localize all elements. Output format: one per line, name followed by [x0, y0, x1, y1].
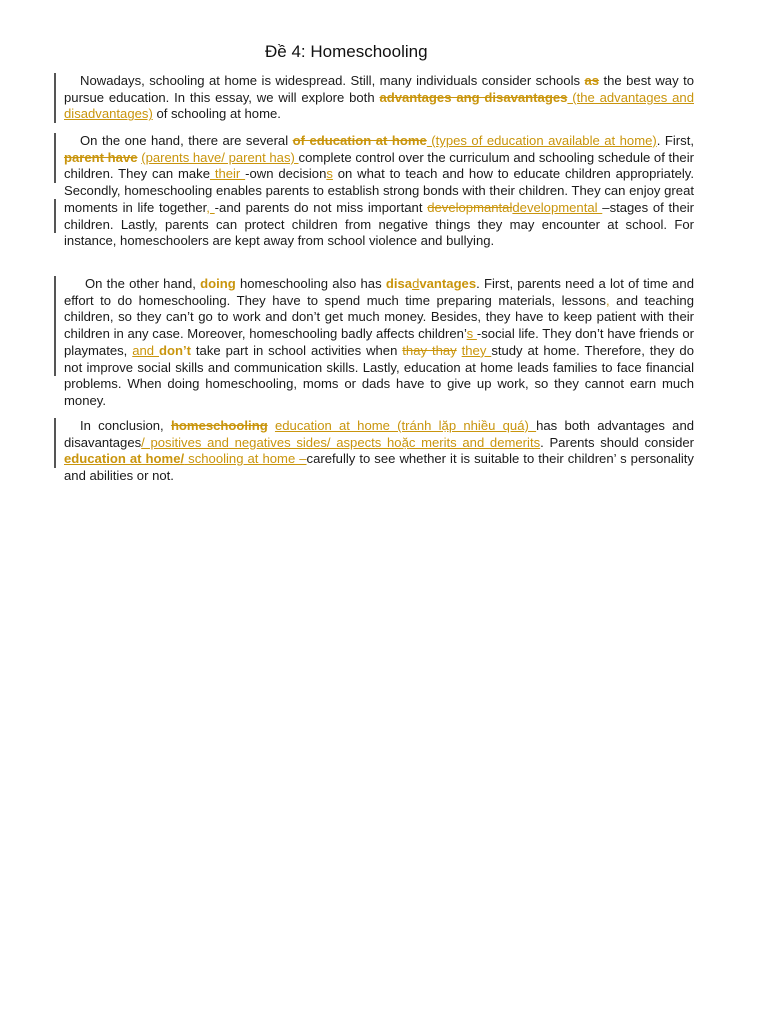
deleted-text: as [584, 73, 600, 88]
inserted-text: education at home/ [64, 451, 185, 467]
text: On the other hand, [85, 276, 201, 291]
text: –stages of their children. Lastly, parents can protect children from negative things they may encounter at school. For instance, homeschoolers are kept away from school violence and bullying. [64, 199, 694, 249]
inserted-text: d [412, 276, 420, 291]
inserted-text: (the advantages and disadvantages) [64, 89, 694, 122]
change-bar [54, 133, 56, 183]
text [268, 418, 275, 433]
highlighted-text: disa [385, 276, 413, 291]
highlighted-text: doing [200, 276, 236, 291]
text: complete control over the curriculum and schooling schedule of their children. They can make [64, 149, 694, 182]
text: study at home. Therefore, they do not improve social skills and communication skills. Lastly, education at home leads families to face financial problems. When doing homeschooling, moms or dads have to give up work, so they cannot earn much money. [64, 342, 694, 408]
essay-title: Đề 4: Homeschooling [265, 42, 428, 61]
change-bar [54, 276, 56, 376]
advantages-paragraph [64, 133, 694, 250]
text: homeschooling also has [235, 276, 386, 291]
text: On the one hand, there are several [80, 133, 293, 148]
text: the best way to pursue education. In this essay, we will explore both [64, 73, 694, 105]
change-bar [54, 73, 56, 123]
text: take part in school activities when [191, 342, 403, 358]
inserted-text: s [466, 326, 477, 342]
deleted-text: developmantal [427, 199, 513, 215]
inserted-text: they [461, 342, 492, 358]
disadvantages-paragraph [64, 276, 694, 410]
inserted-text: s [326, 166, 333, 182]
conclusion-paragraph [64, 418, 694, 485]
deleted-text: advantages ang disavantages [379, 89, 568, 105]
inserted-text: schooling at home – [184, 451, 307, 467]
deleted-text: homeschooling [170, 418, 268, 433]
change-bar [54, 199, 56, 233]
change-bar [54, 418, 56, 468]
highlighted-text: vantages [419, 276, 477, 291]
text: has both advantages and disavantages [64, 418, 695, 450]
inserted-text: , [206, 199, 215, 215]
deleted-text: of education at home [292, 133, 427, 148]
text: In conclusion, [80, 418, 171, 433]
inserted-text: developmental [512, 199, 603, 215]
text: . Parents should consider [540, 434, 694, 450]
inserted-text: education at home (tránh lặp nhiều quá) [274, 418, 537, 433]
text: -own decision [245, 166, 327, 182]
inserted-text: , [605, 292, 610, 308]
text: -and parents do not miss important [214, 199, 428, 215]
inserted-text: their [209, 166, 246, 182]
intro-paragraph [64, 73, 694, 123]
text: . First, parents need a lot of time and effort to do homeschooling. They have to spend much time preparing materials, lessons [64, 276, 694, 308]
inserted-text: (parents have/ parent has) [141, 149, 299, 165]
highlighted-text: don’t [159, 342, 191, 358]
text: Nowadays, schooling at home is widespread. Still, many individuals consider schools [80, 73, 585, 88]
text: and teaching children, so they can’t go to work and don’t get much money. Besides, they have to keep patient with their children in any case. Moreover, homeschooling badly affects children’ [64, 292, 694, 342]
text: -social life. They don’t have friends or playmates, [64, 326, 694, 358]
deleted-text: thay thay [402, 342, 457, 358]
text: carefully to see whether it is suitable to their children’ s personality and abilities or not. [64, 451, 694, 484]
inserted-text: / positives and negatives sides/ aspects hoặc merits and demerits [141, 434, 541, 450]
text: . First, [656, 133, 694, 148]
deleted-text: parent have [64, 149, 138, 165]
inserted-text: (types of education available at home) [426, 133, 657, 148]
inserted-text: and [132, 342, 159, 358]
text: of schooling at home. [152, 106, 281, 122]
text: on what to teach and how to educate children appropriately. Secondly, homeschooling enables parents to establish strong bonds with their children. They can enjoy great moments in life together [64, 166, 694, 215]
